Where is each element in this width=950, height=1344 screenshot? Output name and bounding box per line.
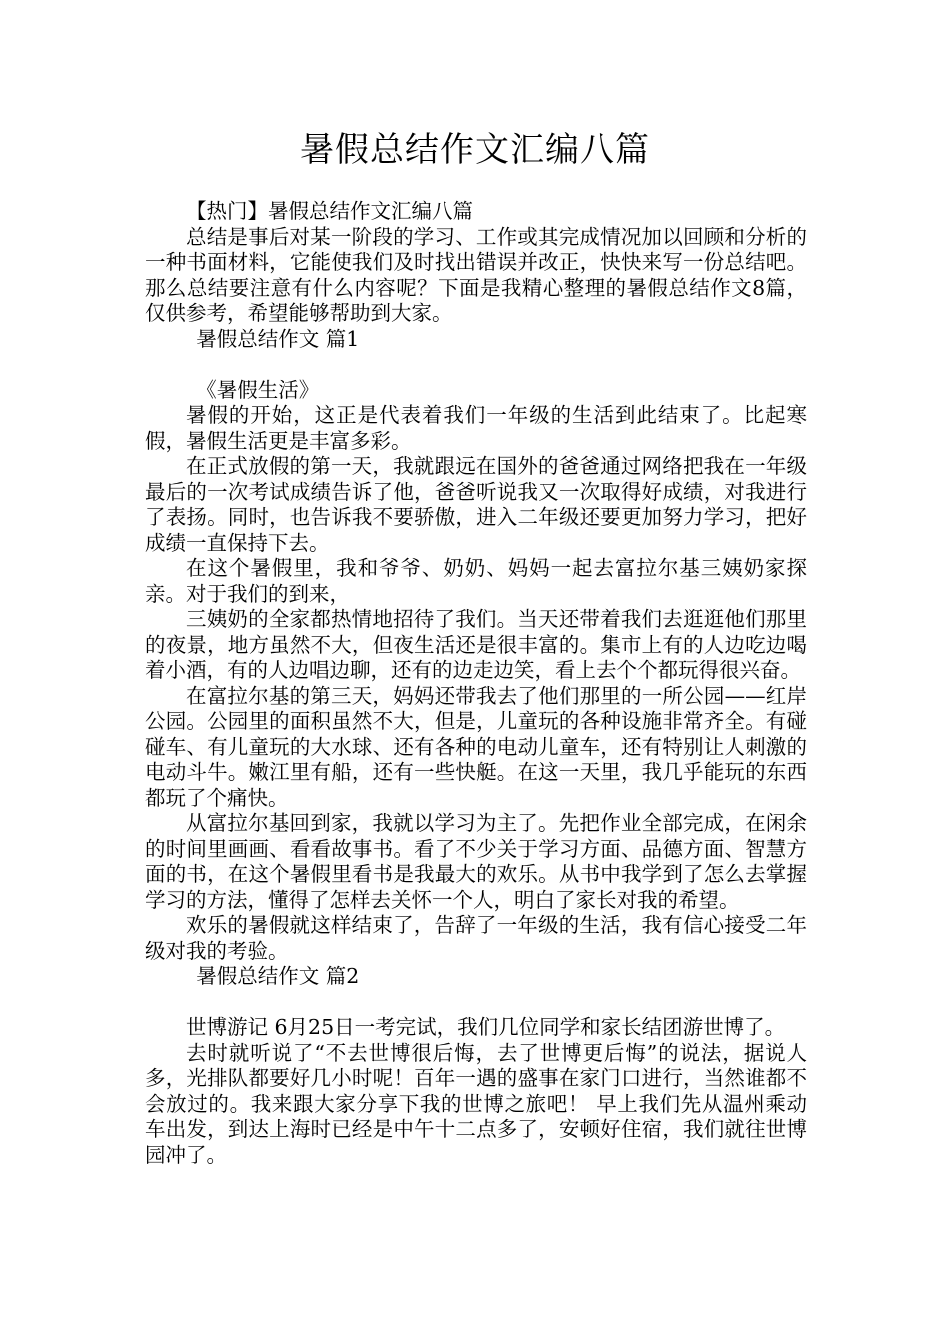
body-paragraph: 欢乐的暑假就这样结束了，告辞了一年级的生活，我有信心接受二年级对我的考验。: [145, 913, 807, 963]
body-paragraph: 在富拉尔基的第三天，妈妈还带我去了他们那里的一所公园——红岸公园。公园里的面积虽然不大，但是，儿童玩的各种设施非常齐全。有碰碰车、有儿童玩的大水球、还有各种的电动儿童车，还有特别让人刺激的电动斗牛。嫩江里有船，还有一些快艇。在这一天里，我几乎能玩的东西都玩了个痛快。: [145, 683, 807, 810]
essay-title: 《暑假生活》: [196, 377, 320, 402]
blank-line: [145, 990, 807, 1016]
intro-heading: 【热门】暑假总结作文汇编八篇: [186, 199, 473, 223]
section-heading-2: 暑假总结作文 篇2: [196, 964, 360, 988]
body-paragraph: 在这个暑假里，我和爷爷、奶奶、妈妈一起去富拉尔基三姨奶家探亲。对于我们的到来，: [145, 556, 807, 606]
body-paragraph: 世博游记 6月25日一考完试，我们几位同学和家长结团游世博了。: [186, 1015, 786, 1039]
document-title: 暑假总结作文汇编八篇: [300, 130, 650, 170]
body-paragraph: 在正式放假的第一天，我就跟远在国外的爸爸通过网络把我在一年级最后的一次考试成绩告诉了他，爸爸听说我又一次取得好成绩，对我进行了表扬。同时，也告诉我不要骄傲，进入二年级还要更加努力学习，把好成绩一直保持下去。: [145, 454, 807, 555]
body-paragraph: 从富拉尔基回到家，我就以学习为主了。先把作业全部完成，在闲余的时间里画画、看看故事书。看了不少关于学习方面、品德方面、智慧方面的书，在这个暑假里看书是我最大的欢乐。从书中我学到了怎么去掌握学习的方法，懂得了怎样去关怀一个人，明白了家长对我的希望。: [145, 811, 807, 912]
body-paragraph: 去时就听说了“不去世博很后悔，去了世博更后悔”的说法，据说人多，光排队都要好几小时呢！百年一遇的盛事在家门口进行，当然谁都不会放过的。我来跟大家分享下我的世博之旅吧！ 早上我们先从温州乘动车出发，到达上海时已经是中午十二点多了，安顿好住宿，我们就往世博园冲了。: [145, 1040, 807, 1167]
blank-line: [145, 352, 807, 378]
body-paragraph: 三姨奶的全家都热情地招待了我们。当天还带着我们去逛逛他们那里的夜景，地方虽然不大，但夜生活还是很丰富的。集市上有的人边吃边喝着小酒，有的人边唱边聊，还有的边走边笑，看上去个个都玩得很兴奋。: [145, 607, 807, 682]
intro-paragraph: 总结是事后对某一阶段的学习、工作或其完成情况加以回顾和分析的一种书面材料，它能使我们及时找出错误并改正，快快来写一份总结吧。那么总结要注意有什么内容呢？下面是我精心整理的暑假总结作文8篇，仅供参考，希望能够帮助到大家。: [145, 224, 807, 325]
section-heading-1: 暑假总结作文 篇1: [196, 326, 360, 351]
body-paragraph: 暑假的开始，这正是代表着我们一年级的生活到此结束了。比起寒假，暑假生活更是丰富多彩。: [145, 403, 807, 453]
document-body: [145, 199, 807, 1168]
